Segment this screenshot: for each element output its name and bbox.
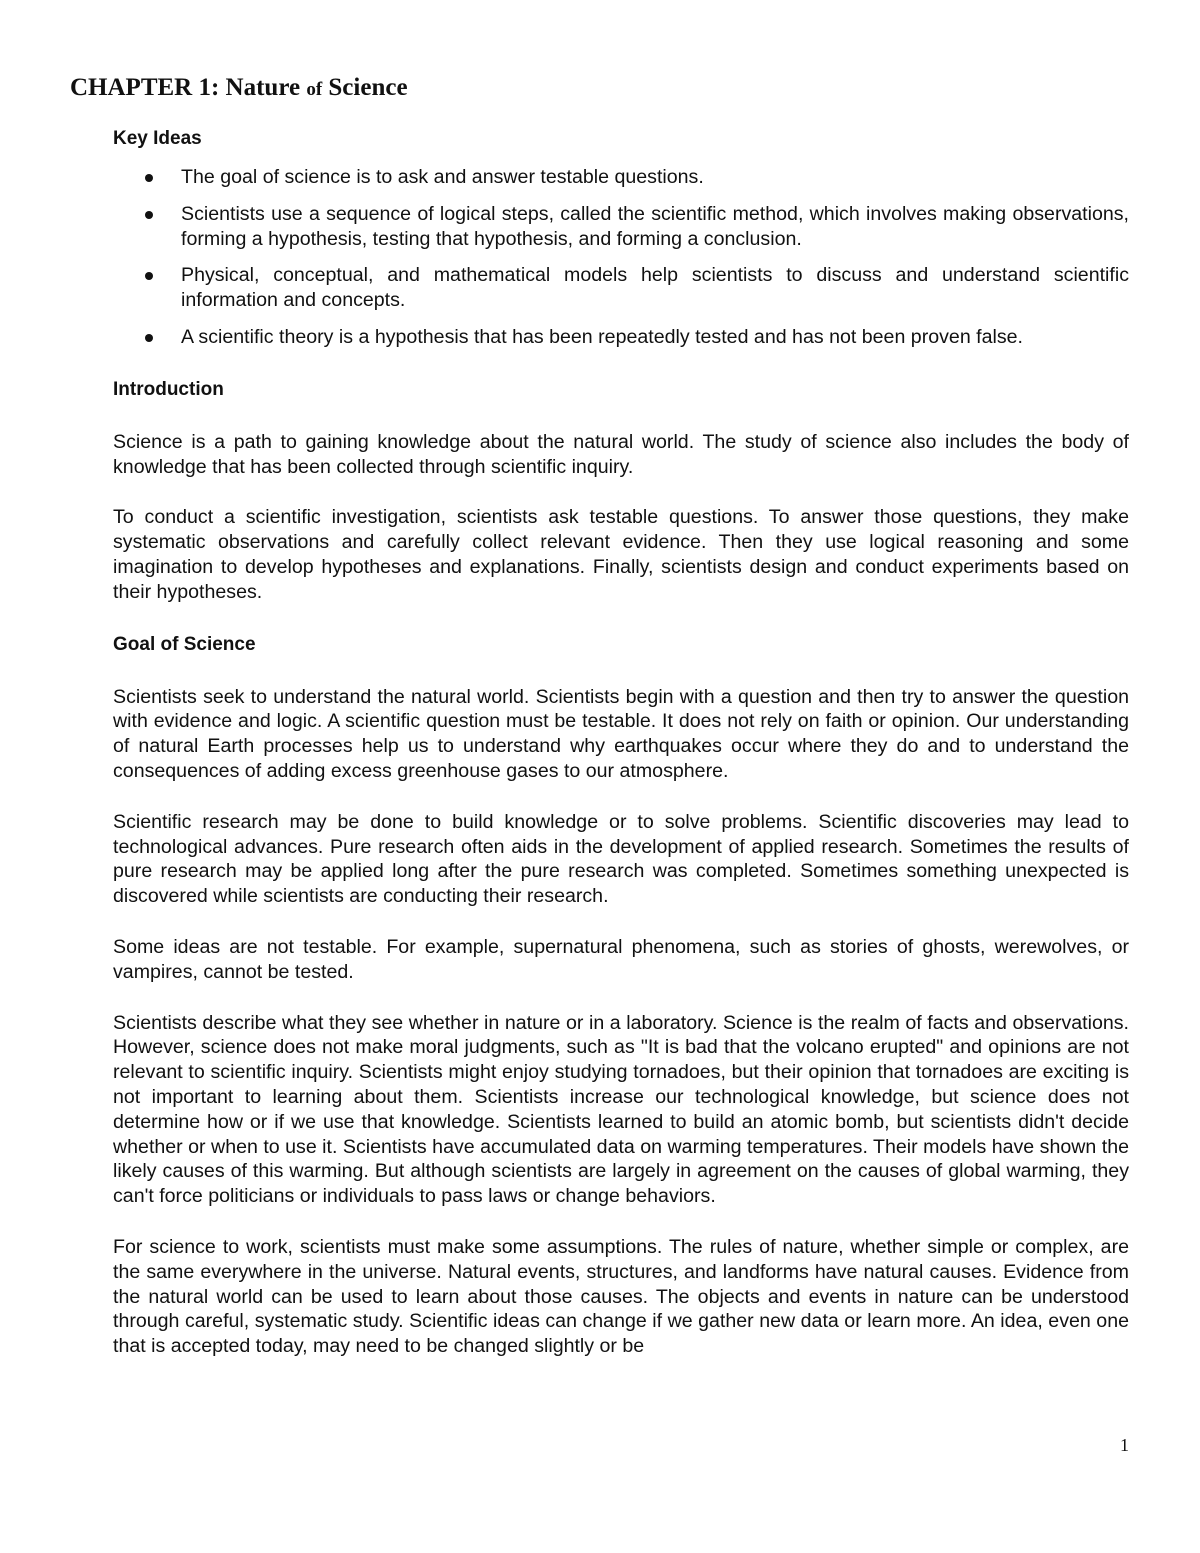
goal-paragraph: For science to work, scientists must make some assumptions. The rules of nature, whether simple or complex, are the same everywhere in the universe. Natural events, structures, and landforms have natural causes. Evidence from the natural world can be used to learn about those causes. The objects and events in nature can be understood through careful, systematic study. Scientific ideas can change if we gather new data or learn more. An idea, even one that is accepted today, may need to be changed slightly or be	[113, 1235, 1129, 1358]
bullet-icon	[145, 174, 153, 182]
goal-paragraph: Scientists describe what they see whether in nature or in a laboratory. Science is the realm of facts and observations. However, science does not make moral judgments, such as "It is bad that the volcano erupted" and opinions are not relevant to scientific inquiry. Scientists might enjoy studying tornadoes, but their opinion that tornadoes are exciting is not important to learning about them. Scientists increase our technological knowledge, but science does not determine how or if we use that knowledge. Scientists learned to build an atomic bomb, but scientists didn't decide whether or when to use it. Scientists have accumulated data on warming temperatures. Their models have shown the likely causes of this warming. But although scientists are largely in agreement on the causes of global warming, they can't force politicians or individuals to pass laws or change behaviors.	[113, 1011, 1129, 1208]
list-item	[113, 263, 1129, 313]
goal-paragraph: Some ideas are not testable. For example, supernatural phenomena, such as stories of ghosts, werewolves, or vampires, cannot be tested.	[113, 935, 1129, 983]
goal-paragraph: Scientific research may be done to build knowledge or to solve problems. Scientific discoveries may lead to technological advances. Pure research often aids in the development of applied research. Sometimes the results of pure research may be applied long after the pure research was completed. Sometimes something unexpected is discovered while scientists are conducting their research.	[113, 810, 1129, 908]
goal-of-science-heading: Goal of Science	[113, 633, 256, 655]
introduction-paragraph: Science is a path to gaining knowledge about the natural world. The study of science also includes the body of knowledge that has been collected through scientific inquiry.	[113, 430, 1129, 478]
goal-paragraph: Scientists seek to understand the natural world. Scientists begin with a question and then try to answer the question with evidence and logic. A scientific question must be testable. It does not rely on faith or opinion. Our understanding of natural Earth processes help us to understand why earthquakes occur where they do and to understand the consequences of adding excess greenhouse gases to our atmosphere.	[113, 685, 1129, 782]
key-ideas-list	[113, 165, 1129, 350]
bullet-icon	[145, 334, 153, 342]
list-item	[113, 325, 1129, 350]
key-idea-text: Scientists use a sequence of logical steps, called the scientific method, which involves making observations, forming a hypothesis, testing that hypothesis, and forming a conclusion.	[181, 202, 1129, 250]
page-number: 1	[1120, 1435, 1129, 1455]
chapter-title-prefix: CHAPTER 1: Nature	[70, 74, 307, 101]
bullet-icon	[145, 272, 153, 280]
key-idea-text: The goal of science is to ask and answer testable questions.	[181, 166, 704, 188]
list-item	[113, 165, 1129, 190]
introduction-paragraph: To conduct a scientific investigation, scientists ask testable questions. To answer those questions, they make systematic observations and carefully collect relevant evidence. Then they use logical reasoning and some imagination to develop hypotheses and explanations. Finally, scientists design and conduct experiments based on their hypotheses.	[113, 506, 1129, 603]
chapter-title-suffix: Science	[322, 74, 408, 101]
chapter-title	[70, 72, 408, 106]
chapter-title-of: of	[306, 79, 323, 100]
introduction-heading: Introduction	[113, 378, 224, 400]
key-idea-text: A scientific theory is a hypothesis that has been repeatedly tested and has not been proven false.	[181, 325, 1023, 348]
bullet-icon	[145, 211, 153, 219]
key-ideas-heading: Key Ideas	[113, 128, 202, 149]
document-body	[113, 125, 1129, 1359]
key-idea-text: Physical, conceptual, and mathematical models help scientists to discuss and understand scientific information and concepts.	[181, 264, 1129, 312]
list-item	[113, 202, 1129, 252]
